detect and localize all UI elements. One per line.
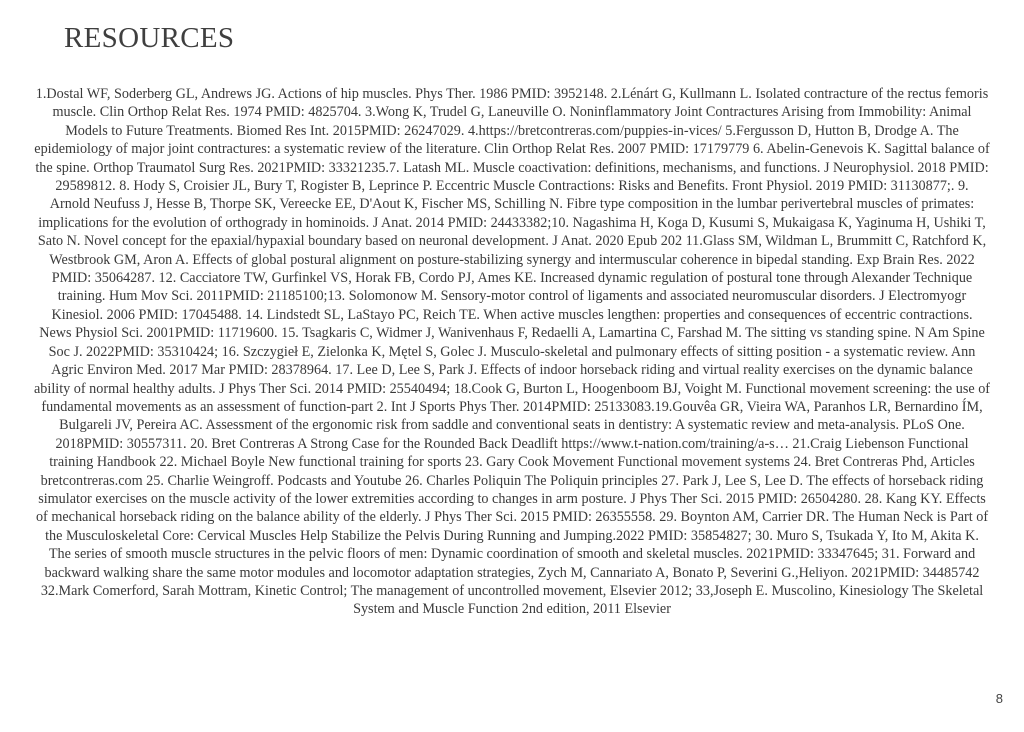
slide-title: RESOURCES: [64, 22, 235, 54]
references-text: 1.Dostal WF, Soderberg GL, Andrews JG. Actions of hip muscles. Phys Ther. 1986 PMID: 3952148. 2.Lénárt G, Kullmann L. Isolated contracture of the rectus femoris muscle. Clin Orthop Relat Res. 1974 PMID: 4825704. 3.Wong K, Trudel G, Laneuville O. Noninflammatory Joint Contractures Arising from Immobility: Animal Models to Future Treatments. Biomed Res Int. 2015PMID: 26247029. 4.https://bretcontreras.com/puppies-in-vices/ 5.Fergusson D, Hutton B, Drodge A. The epidemiology of major joint contractures: a systematic review of the literature. Clin Orthop Relat Res. 2007 PMID: 17179779 6. Abelin-Genevois K. Sagittal balance of the spine. Orthop Traumatol Surg Res. 2021PMID: 33321235.7. Latash ML. Muscle coactivation: definitions, mechanisms, and functions. J Neurophysiol. 2018 PMID: 29589812. 8. Hody S, Croisier JL, Bury T, Rogister B, Leprince P. Eccentric Muscle Contractions: Risks and Benefits. Front Physiol. 2019 PMID: 31130877;. 9. Arnold Neufuss J, Hesse B, Thorpe SK, Vereecke EE, D'Aout K, Fischer MS, Schilling N. Fibre type composition in the lumbar perivertebral muscles of primates: implications for the evolution of orthogrady in hominoids. J Anat. 2014 PMID: 24433382;10. Nagashima H, Koga D, Kusumi S, Mukaigasa K, Yaginuma H, Ushiki T, Sato N. Novel concept for the epaxial/hypaxial boundary based on neuronal development. J Anat. 2020 Epub 202 11.Glass SM, Wildman L, Brummitt C, Ratchford K, Westbrook GM, Aron A. Effects of global postural alignment on posture-stabilizing synergy and intermuscular coherence in bipedal standing. Exp Brain Res. 2022 PMID: 35064287. 12. Cacciatore TW, Gurfinkel VS, Horak FB, Cordo PJ, Ames KE. Increased dynamic regulation of postural tone through Alexander Technique training. Hum Mov Sci. 2011PMID: 21185100;13. Solomonow M. Sensory-motor control of ligaments and associated neuromuscular disorders. J Electromyogr Kinesiol. 2006 PMID: 17045488. 14. Lindstedt SL, LaStayo PC, Reich TE. When active muscles lengthen: properties and consequences of eccentric contractions. News Physiol Sci. 2001PMID: 11719600. 15. Tsagkaris C, Widmer J, Wanivenhaus F, Redaelli A, Lamartina C, Farshad M. The sitting vs standing spine. N Am Spine Soc J. 2022PMID: 35310424; 16. Szczygieł E, Zielonka K, Mętel S, Golec J. Musculo-skeletal and pulmonary effects of sitting position - a systematic review. Ann Agric Environ Med. 2017 Mar PMID: 28378964. 17. Lee D, Lee S, Park J. Effects of indoor horseback riding and virtual reality exercises on the dynamic balance ability of normal healthy adults. J Phys Ther Sci. 2014 PMID: 25540494; 18.Cook G, Burton L, Hoogenboom BJ, Voight M. Functional movement screening: the use of fundamental movements as an assessment of function-part 2. Int J Sports Phys Ther. 2014PMID: 25133083.19.Gouvêa GR, Vieira WA, Paranhos LR, Bernardino ÍM, Bulgareli JV, Pereira AC. Assessment of the ergonomic risk from saddle and conventional seats in dentistry: A systematic review and meta-analysis. PLoS One. 2018PMID: 30557311. 20. Bret Contreras A Strong Case for the Rounded Back Deadlift https://www.t-nation.com/training/a-s… 21.Craig Liebenson Functional training Handbook 22. Michael Boyle New functional training for sports 23. Gary Cook Movement Functional movement systems 24. Bret Contreras Phd, Articles bretcontreras.com 25. Charlie Weingroff. Podcasts and Youtube 26. Charles Poliquin The Poliquin principles 27. Park J, Lee S, Lee D. The effects of horseback riding simulator exercises on the muscle activity of the lower extremities according to changes in arm posture. J Phys Ther Sci. 2015 PMID: 26504280. 28. Kang KY. Effects of mechanical horseback riding on the balance ability of the elderly. J Phys Ther Sci. 2015 PMID: 26355558. 29. Boynton AM, Carrier DR. The Human Neck is Part of the Musculoskeletal Core: Cervical Muscles Help Stabilize the Pelvis During Running and Jumping.2022 PMID: 35854827; 30. Muro S, Tsukada Y, Ito M, Akita K. The series of smooth muscle structures in the pelvic floors of men: Dynamic coordination of smooth and skeletal muscles. 2021PMID: 33347645; 31. Forward and backward walking share the same motor modules and locomotor adaptation strategies, Zych M, Cannariato A, Bonato P, Severini G.,Heliyon. 2021PMID: 34485742 32.Mark Comerford, Sarah Mottram, Kinetic Control; The management of uncontrolled movement, Elsevier 2012; 33,Joseph E. Muscolino, Kinesiology The Skeletal System and Muscle Function 2nd edition, 2011 Elsevier: [34, 86, 991, 618]
page-number: 8: [995, 691, 1003, 706]
